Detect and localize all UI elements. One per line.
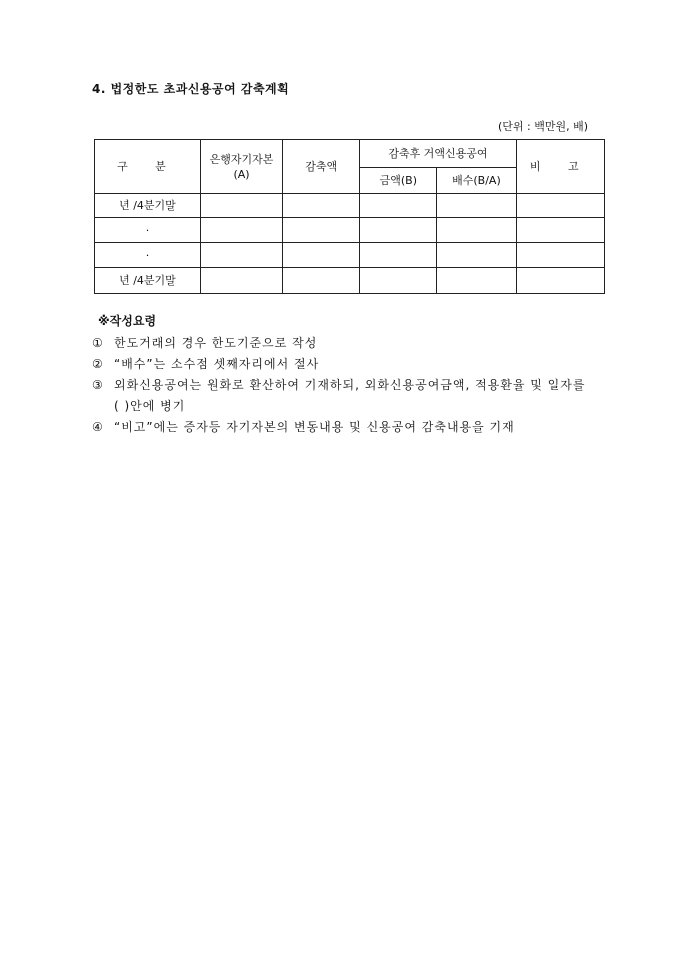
cell-reduction [283, 268, 360, 294]
header-reduction: 감축액 [283, 140, 360, 194]
guide-item [92, 417, 592, 438]
table-row [95, 194, 605, 218]
cell-capital [200, 218, 282, 243]
row-label: · [95, 243, 201, 268]
guide-item-number: ④ [92, 420, 104, 434]
header-multiple: 배수(B/A) [437, 168, 516, 194]
guide-item-number: ② [92, 357, 104, 371]
cell-multiple [437, 218, 516, 243]
table-row [95, 268, 605, 294]
header-remark: 비 고 [516, 140, 604, 194]
guide-item [92, 375, 592, 417]
reduction-plan-table [94, 139, 605, 294]
guide-item [92, 354, 592, 375]
cell-capital [200, 243, 282, 268]
guide-item-number: ① [92, 336, 104, 350]
table-row [95, 243, 605, 268]
guide-item-number: ③ [92, 378, 104, 392]
cell-multiple [437, 268, 516, 294]
section-title: 4. 법정한도 초과신용공여 감축계획 [92, 82, 290, 96]
cell-reduction [283, 218, 360, 243]
header-amount: 금액(B) [360, 168, 437, 194]
cell-remark [516, 268, 604, 294]
guide-item-text: “비고”에는 증자등 자기자본의 변동내용 및 신용공여 감축내용을 기재 [114, 420, 515, 434]
cell-capital [200, 268, 282, 294]
header-after-reduction-group: 감축후 거액신용공여 [360, 140, 516, 168]
table-row [95, 218, 605, 243]
row-label: · [95, 218, 201, 243]
row-label: 년 /4분기말 [95, 268, 201, 294]
cell-amount [360, 218, 437, 243]
cell-multiple [437, 243, 516, 268]
cell-reduction [283, 194, 360, 218]
header-gubun: 구 분 [95, 140, 201, 194]
guide-item [92, 333, 592, 354]
guide-heading: ※작성요령 [98, 314, 157, 328]
cell-capital [200, 194, 282, 218]
header-row-1 [95, 140, 605, 168]
cell-remark [516, 218, 604, 243]
cell-amount [360, 268, 437, 294]
cell-amount [360, 243, 437, 268]
guide-list [92, 333, 592, 438]
cell-multiple [437, 194, 516, 218]
cell-amount [360, 194, 437, 218]
unit-note: (단위 : 백만원, 배) [497, 120, 588, 133]
cell-reduction [283, 243, 360, 268]
guide-item-text: “배수”는 소수점 셋째자리에서 절사 [114, 357, 320, 371]
guide-item-text: 한도거래의 경우 한도기준으로 작성 [114, 336, 318, 350]
header-capital: 은행자기자본(A) [200, 140, 282, 194]
cell-remark [516, 194, 604, 218]
guide-item-text: 외화신용공여는 원화로 환산하여 기재하되, 외화신용공여금액, 적용환율 및 일자를 ( )안에 병기 [114, 378, 586, 413]
cell-remark [516, 243, 604, 268]
row-label: 년 /4분기말 [95, 194, 201, 218]
